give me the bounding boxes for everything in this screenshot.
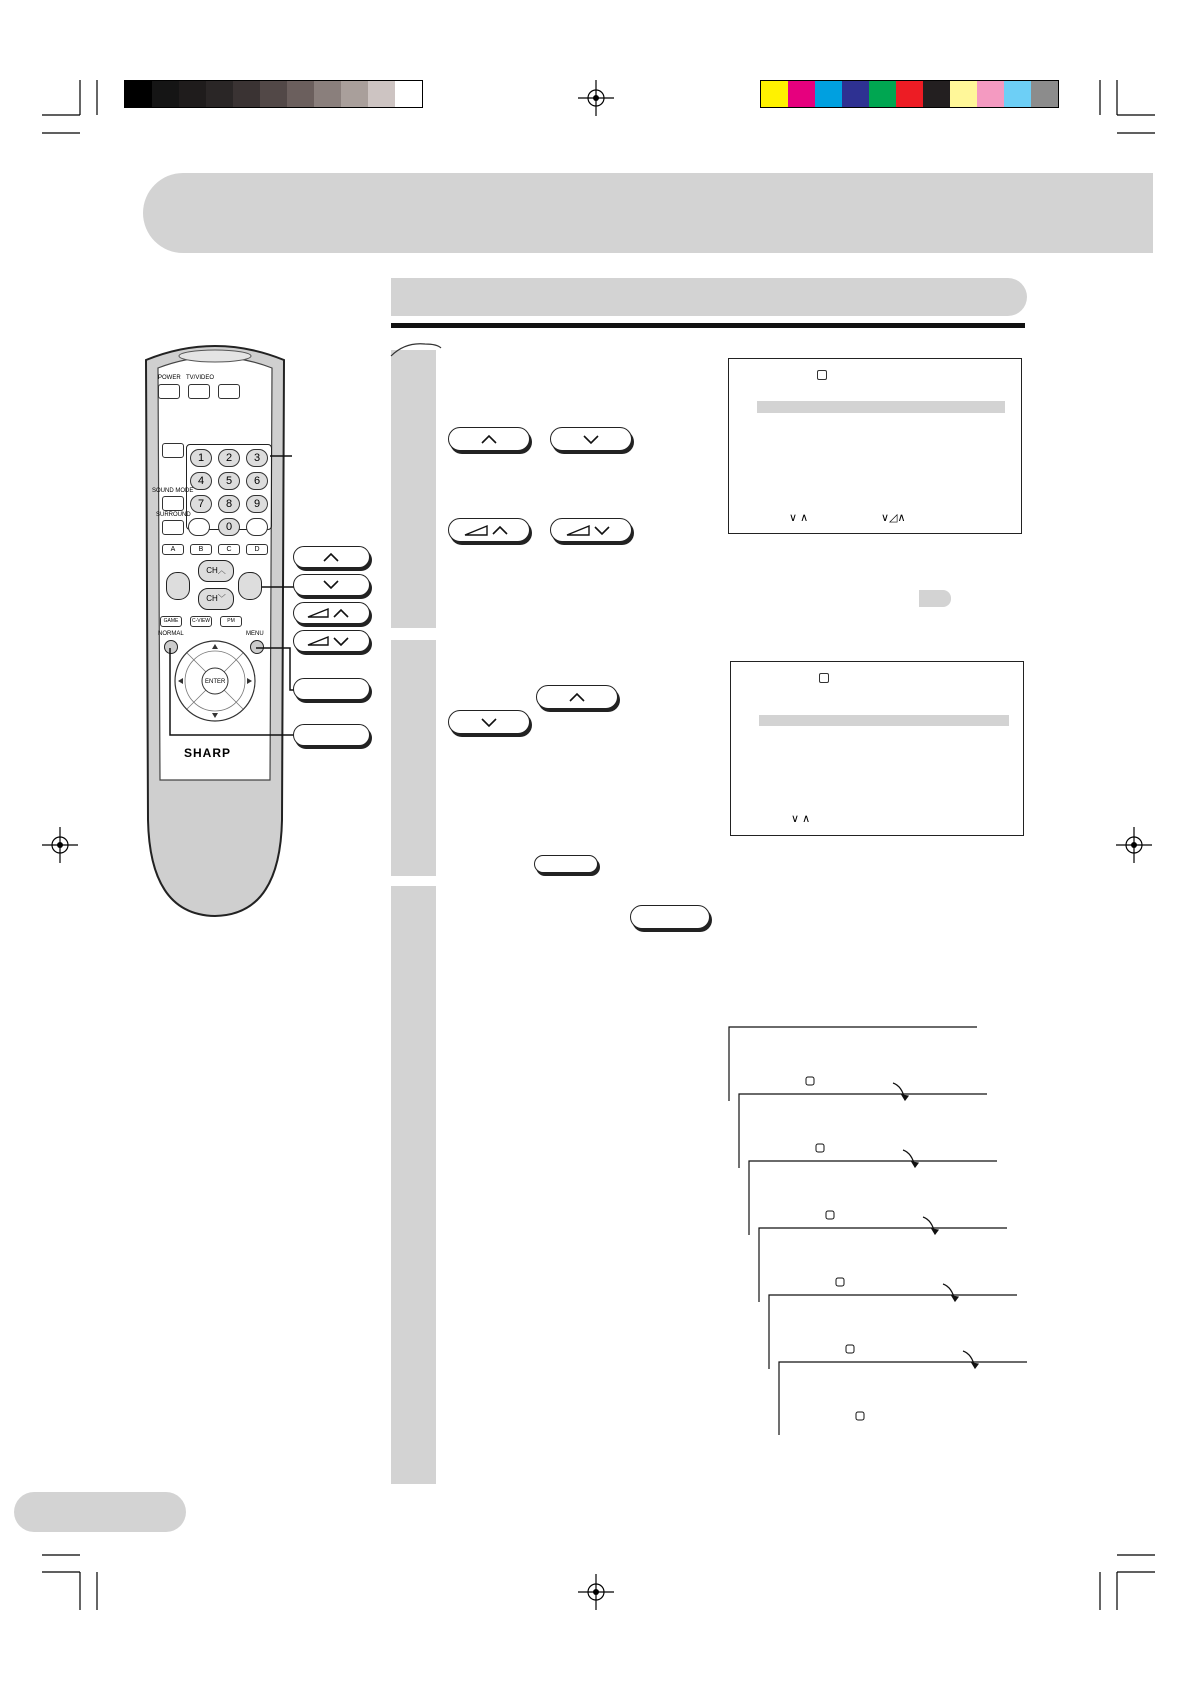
cascade-diagram: [720, 1020, 1040, 1440]
note-tab: [919, 590, 951, 607]
clock-icon: [817, 370, 827, 380]
screen2-footer-left: ∨ ∧: [791, 813, 811, 825]
button-d[interactable]: D: [246, 544, 268, 555]
chevron-down-icon: [294, 575, 369, 595]
power-button[interactable]: [158, 384, 180, 399]
swatch: [761, 81, 788, 107]
volume-up-button[interactable]: [238, 572, 262, 600]
page-number-pill: [14, 1492, 186, 1532]
swatch: [314, 81, 341, 107]
step-1-bar: [391, 350, 436, 628]
swatch: [977, 81, 1004, 107]
swatch: [815, 81, 842, 107]
surround-label: SURROUND: [156, 512, 191, 518]
swatch: [233, 81, 260, 107]
game-button[interactable]: GAME: [160, 616, 182, 627]
volume-down-button[interactable]: [166, 572, 190, 600]
key-4[interactable]: 4: [190, 472, 212, 490]
swatch: [950, 81, 977, 107]
swatch: [869, 81, 896, 107]
clock-icon: [819, 673, 829, 683]
callout-ch-up-button[interactable]: [293, 546, 370, 568]
chevron-down-icon: [449, 711, 529, 733]
mute-button[interactable]: [162, 443, 184, 458]
swatch: [179, 81, 206, 107]
key-8[interactable]: 8: [218, 495, 240, 513]
swatch: [260, 81, 287, 107]
chevron-up-icon: [537, 686, 617, 708]
key-6[interactable]: 6: [246, 472, 268, 490]
callout-vol-up-button[interactable]: [293, 602, 370, 624]
step-1-tab: [385, 340, 445, 358]
chevron-up-icon: [294, 547, 369, 567]
volume-down-icon: [294, 631, 369, 651]
key-1[interactable]: 1: [190, 449, 212, 467]
key-7[interactable]: 7: [190, 495, 212, 513]
key-0[interactable]: 0: [218, 518, 240, 536]
sound-mode-label: SOUND MODE: [152, 488, 194, 494]
section-title-bar: [391, 278, 1027, 316]
swatch: [1004, 81, 1031, 107]
power-label: POWER: [158, 375, 181, 381]
remote-control: [130, 340, 300, 920]
section-rule: [391, 323, 1025, 328]
swatch: [125, 81, 152, 107]
channel-up-button[interactable]: CH︿: [198, 560, 234, 582]
key-3[interactable]: 3: [246, 449, 268, 467]
key-9[interactable]: 9: [246, 495, 268, 513]
step-3-bar: [391, 886, 436, 1484]
key-5[interactable]: 5: [218, 472, 240, 490]
button-a[interactable]: A: [162, 544, 184, 555]
callout-normal-button[interactable]: [293, 724, 370, 746]
key-2[interactable]: 2: [218, 449, 240, 467]
flashback-button[interactable]: [188, 518, 210, 536]
tv-video-label: TV/VIDEO: [186, 375, 215, 381]
swatch: [368, 81, 395, 107]
chevron-down-icon: [551, 428, 631, 450]
enter-label: ENTER: [205, 679, 226, 685]
callout-menu-button[interactable]: [293, 678, 370, 700]
button-b[interactable]: B: [190, 544, 212, 555]
color-calibration-bar: [760, 80, 1059, 108]
swatch: [923, 81, 950, 107]
dash-button[interactable]: [246, 518, 268, 536]
swatch: [152, 81, 179, 107]
c-view-button[interactable]: C-VIEW: [190, 616, 212, 627]
menu-screen-2: [730, 661, 1024, 836]
channel-down-button[interactable]: CH﹀: [198, 588, 234, 610]
menu-highlight-bar: [759, 715, 1009, 726]
swatch: [788, 81, 815, 107]
step1-ch-down-button[interactable]: [550, 427, 632, 451]
ch-up-label: CH: [206, 566, 218, 575]
tv-video-button[interactable]: [188, 384, 210, 399]
swatch: [842, 81, 869, 107]
callout-ch-down-button[interactable]: [293, 574, 370, 596]
header-band: [143, 173, 1153, 253]
step-2-bar: [391, 640, 436, 876]
step1-vol-up-button[interactable]: [448, 518, 530, 542]
swatch: [395, 81, 422, 107]
screen1-footer-right: ∨◿∧: [881, 512, 906, 524]
volume-up-icon: [449, 519, 529, 541]
chevron-up-icon: [449, 428, 529, 450]
normal-label: NORMAL: [158, 631, 184, 637]
volume-up-icon: [294, 603, 369, 623]
pm-button[interactable]: PM: [220, 616, 242, 627]
ch-down-label: CH: [206, 594, 218, 603]
grayscale-calibration-bar: [124, 80, 423, 108]
step1-vol-down-button[interactable]: [550, 518, 632, 542]
sound-mode-button[interactable]: [162, 496, 184, 511]
callout-vol-down-button[interactable]: [293, 630, 370, 652]
button-c[interactable]: C: [218, 544, 240, 555]
menu-screen-1: [728, 358, 1022, 534]
step2-enter-button[interactable]: [534, 855, 598, 873]
menu-label: MENU: [246, 631, 264, 637]
step2-ch-down-button[interactable]: [448, 710, 530, 734]
swatch: [896, 81, 923, 107]
menu-highlight-bar: [757, 401, 1005, 413]
step1-ch-up-button[interactable]: [448, 427, 530, 451]
swatch: [206, 81, 233, 107]
surround-button[interactable]: [162, 520, 184, 535]
display-button[interactable]: [218, 384, 240, 399]
swatch: [287, 81, 314, 107]
sharp-logo: SHARP: [184, 746, 232, 760]
step2-ch-up-button[interactable]: [536, 685, 618, 709]
screen1-footer-left: ∨ ∧: [789, 512, 809, 524]
step3-menu-button[interactable]: [630, 905, 710, 929]
swatch: [1031, 81, 1058, 107]
volume-down-icon: [551, 519, 631, 541]
swatch: [341, 81, 368, 107]
